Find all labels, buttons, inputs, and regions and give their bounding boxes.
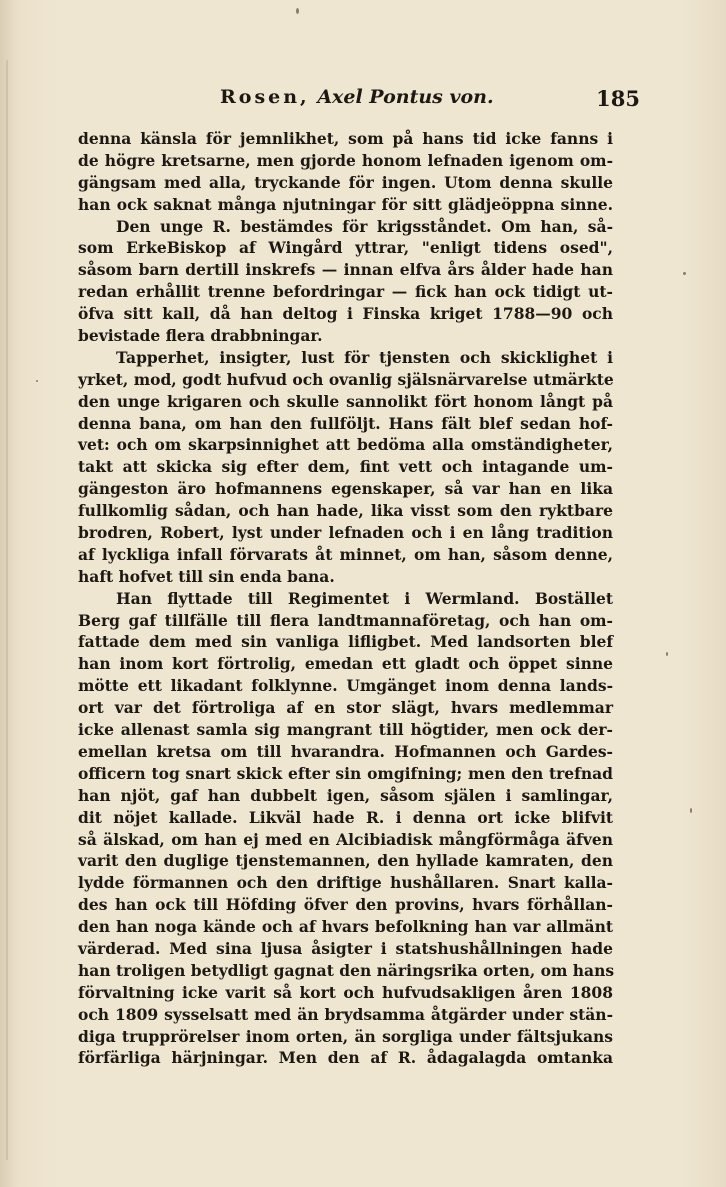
- page-number: 185: [596, 86, 640, 111]
- text-line: han inom kort förtrolig, emedan ett gladt och öppet sinne: [78, 654, 613, 674]
- text-line: denna bana, om han den fullföljt. Hans fält blef sedan hof-: [78, 413, 613, 433]
- text-line: och 1809 sysselsatt med än brydsamma åtgärder under stän-: [78, 1004, 613, 1024]
- running-head-title: Axel Pontus von.: [317, 86, 494, 108]
- text-line: icke allenast samla sig mangrant till högtider, men ock der-: [78, 720, 613, 740]
- text-line: såsom barn dertill inskrefs — innan elfva års ålder hade han: [78, 260, 613, 280]
- body-text: [78, 128, 613, 1069]
- text-line: haft hofvet till sin enda bana.: [78, 566, 335, 586]
- text-line: emellan kretsa om till hvarandra. Hofmannen och Gardes-: [78, 741, 613, 761]
- text-line: varit den duglige tjenstemannen, den hyllade kamraten, den: [78, 851, 613, 871]
- text-line: han troligen betydligt gagnat den näringsrika orten, om hans: [78, 960, 615, 980]
- running-head-name: Rosen,: [220, 86, 310, 108]
- text-line: Den unge R. bestämdes för krigsståndet. Om han, så-: [116, 216, 613, 236]
- paper-speck: [296, 8, 299, 14]
- text-line: förvaltning icke varit så kort och hufvudsakligen åren 1808: [78, 982, 613, 1002]
- text-line: gängeston äro hofmannens egenskaper, så var han en lika: [78, 479, 613, 499]
- binding-gutter: [6, 60, 8, 1160]
- text-line: bevistade flera drabbningar.: [78, 326, 323, 346]
- text-line: denna känsla för jemnlikhet, som på hans tid icke fanns i: [78, 129, 613, 148]
- text-line: mötte ett likadant folklynne. Umgänget inom denna lands-: [78, 676, 613, 696]
- text-line: som ErkeBiskop af Wingård yttrar, "enligt tidens osed",: [78, 238, 613, 258]
- paper-speck: [666, 652, 668, 656]
- text-line: redan erhållit trenne befordringar — fick han ock tidigt ut-: [78, 282, 613, 302]
- text-line: öfva sitt kall, då han deltog i Finska kriget 1788—90 och: [78, 304, 613, 324]
- page-header: [80, 86, 640, 116]
- text-line: gängsam med alla, tryckande för ingen. Utom denna skulle: [78, 172, 613, 192]
- text-line: den han noga kände och af hvars befolkning han var allmänt: [78, 917, 613, 937]
- text-line: vet: och om skarpsinnighet att bedöma alla omständigheter,: [78, 435, 613, 455]
- text-line: takt att skicka sig efter dem, fint vett och intagande um-: [78, 457, 613, 477]
- paper-speck: [36, 380, 38, 382]
- text-line: han ock saknat många njutningar för sitt glädjeöppna sinne.: [78, 194, 613, 214]
- text-line: Tapperhet, insigter, lust för tjensten och skicklighet i: [116, 347, 613, 367]
- paper-speck: [683, 272, 686, 275]
- text-line: Berg gaf tillfälle till flera landtmannaföretag, och han om-: [78, 610, 613, 630]
- text-line: den unge krigaren och skulle sannolikt fört honom långt på: [78, 391, 613, 411]
- text-line: des han ock till Höfding öfver den provins, hvars förhållan-: [78, 895, 613, 915]
- text-line: yrket, mod, godt hufvud och ovanlig själsnärvarelse utmärkte: [78, 369, 614, 389]
- text-line: så älskad, om han ej med en Alcibiadisk mångförmåga äfven: [78, 829, 613, 849]
- text-line: dit nöjet kallade. Likväl hade R. i denna ort icke blifvit: [78, 807, 613, 827]
- text-line: lydde förmannen och den driftige hushållaren. Snart kalla-: [78, 873, 613, 893]
- text-line: diga trupprörelser inom orten, än sorgliga under fältsjukans: [78, 1026, 613, 1046]
- text-line: af lyckliga infall förvarats åt minnet, om han, såsom denne,: [78, 544, 613, 564]
- paper-speck: [690, 808, 692, 813]
- text-line: de högre kretsarne, men gjorde honom lefnaden igenom om-: [78, 150, 613, 170]
- text-line: förfärliga härjningar. Men den af R. ådagalagda omtanka: [78, 1048, 613, 1068]
- text-line: fattade dem med sin vanliga lifligbet. Med landsorten blef: [78, 632, 613, 652]
- text-line: värderad. Med sina ljusa åsigter i statshushållningen hade: [78, 938, 613, 958]
- text-line: Han flyttade till Regimentet i Wermland. Bostället: [116, 588, 613, 608]
- text-line: officern tog snart skick efter sin omgifning; men den trefnad: [78, 763, 613, 783]
- text-line: brodren, Robert, lyst under lefnaden och i en lång tradition: [78, 523, 613, 543]
- text-line: fullkomlig sådan, och han hade, lika visst som den ryktbare: [78, 501, 613, 521]
- text-line: han njöt, gaf han dubbelt igen, såsom själen i samlingar,: [78, 785, 613, 805]
- running-head: [220, 86, 494, 108]
- text-line: ort var det förtroliga af en stor slägt, hvars medlemmar: [78, 698, 613, 718]
